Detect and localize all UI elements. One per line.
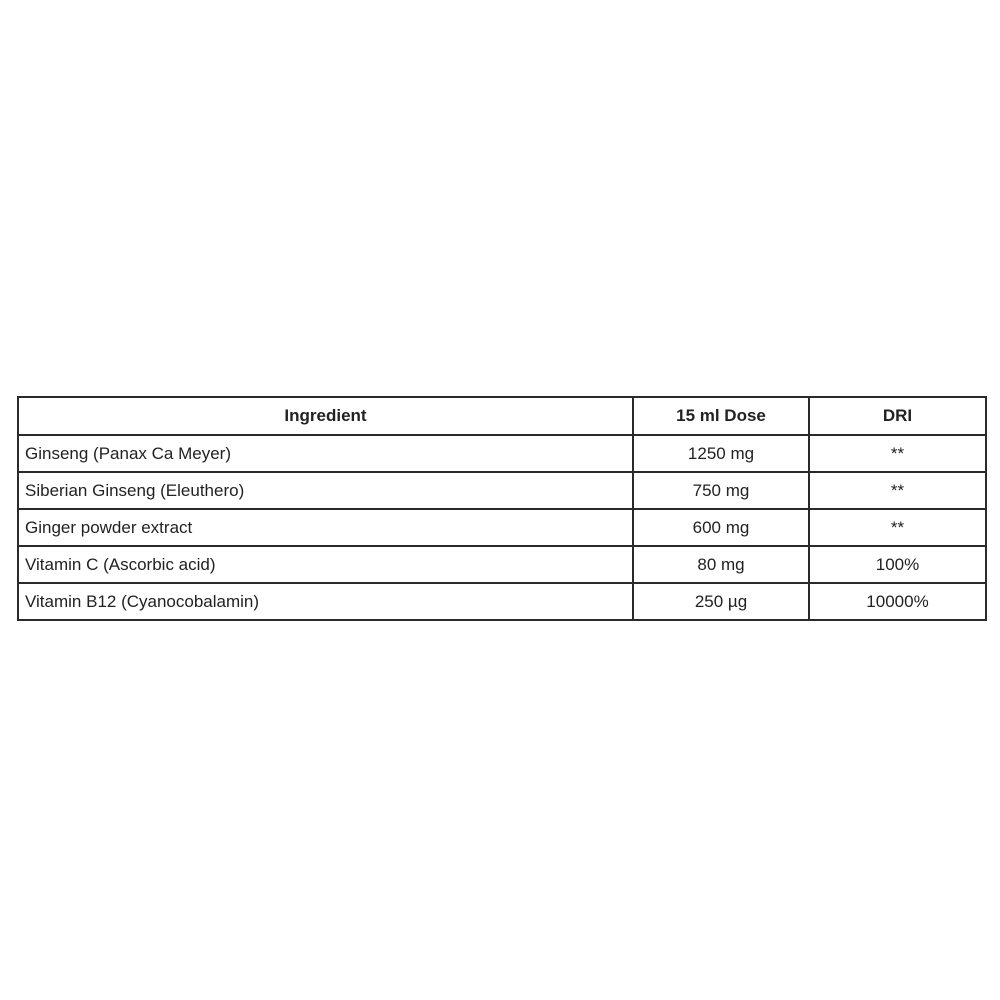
cell-ingredient: Ginger powder extract [18, 509, 633, 546]
table-header-row [18, 397, 986, 435]
cell-dri: 10000% [809, 583, 986, 620]
cell-ingredient: Vitamin B12 (Cyanocobalamin) [18, 583, 633, 620]
cell-ingredient: Ginseng (Panax Ca Meyer) [18, 435, 633, 472]
cell-dri: ** [809, 472, 986, 509]
table-row [18, 435, 986, 472]
cell-ingredient: Siberian Ginseng (Eleuthero) [18, 472, 633, 509]
cell-dose: 750 mg [633, 472, 809, 509]
header-ingredient: Ingredient [18, 397, 633, 435]
cell-dri: ** [809, 435, 986, 472]
table-row [18, 583, 986, 620]
ingredients-table [17, 396, 987, 621]
cell-dose: 600 mg [633, 509, 809, 546]
cell-dri: 100% [809, 546, 986, 583]
cell-dose: 80 mg [633, 546, 809, 583]
table-row [18, 509, 986, 546]
cell-ingredient: Vitamin C (Ascorbic acid) [18, 546, 633, 583]
table-row [18, 546, 986, 583]
cell-dose: 250 µg [633, 583, 809, 620]
header-dose: 15 ml Dose [633, 397, 809, 435]
table-row [18, 472, 986, 509]
cell-dri: ** [809, 509, 986, 546]
header-dri: DRI [809, 397, 986, 435]
cell-dose: 1250 mg [633, 435, 809, 472]
